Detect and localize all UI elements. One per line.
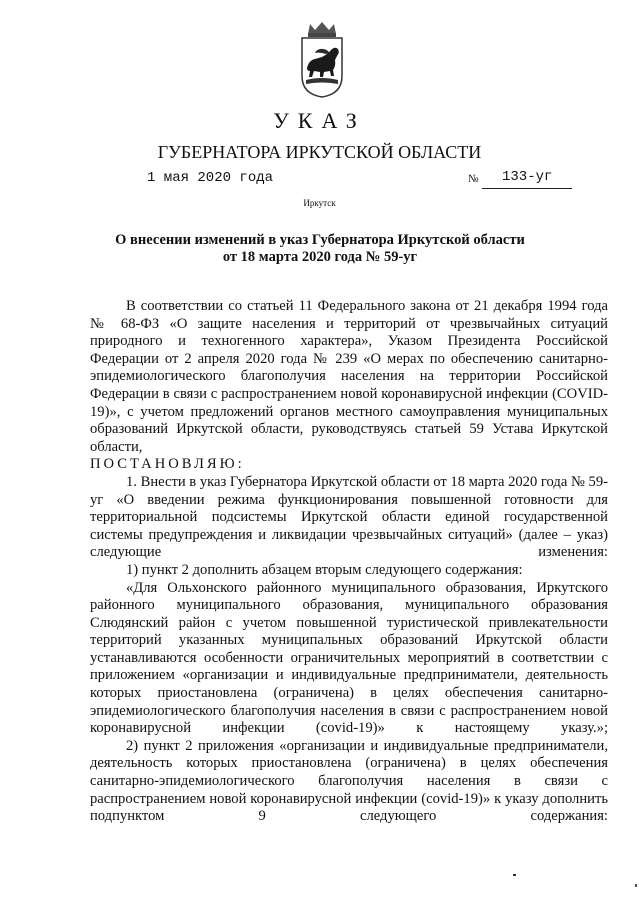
decree-number: 133-уг bbox=[502, 169, 553, 185]
subitem-2-paragraph: 2) пункт 2 приложения «организации и индивидуальные предприниматели, деятельность которых приостановлена (ограничена) в целях обеспечения санитарно-эпидемиологического благополучия населения в связи с распространением новой коронавирусной инфекции (covid-19)» к указу дополнить подпунктом 9 следующего содержания: bbox=[90, 737, 608, 825]
heading-line-1: О внесении изменений в указ Губернатора Иркутской области bbox=[115, 232, 525, 248]
number-underline bbox=[482, 188, 572, 189]
decree-date: 1 мая 2020 года bbox=[147, 170, 274, 186]
decree-word: ПОСТАНОВЛЯЮ: bbox=[90, 456, 245, 473]
scan-speck bbox=[513, 874, 516, 876]
preamble-paragraph: В соответствии со статьей 11 Федерального закона от 21 декабря 1994 года № 68-ФЗ «О защите населения и территорий от чрезвычайных ситуаций природного и техногенного характера», Указом Президента Российской Федерации от 2 апреля 2020 года № 239 «О мерах по обеспечению санитарно-эпидемиологического благополучия населения на территории Российской Федерации в связи с распространением новой коронавирусной инфекции (COVID-19)», с учетом предложений органов местного самоуправления муниципальных образований Иркутской области, руководствуясь статьей 59 Устава Иркутской области, bbox=[90, 298, 608, 455]
scan-speck bbox=[635, 884, 637, 887]
heading-line-2: от 18 марта 2020 года № 59-уг bbox=[222, 249, 418, 265]
document-subtitle: ГУБЕРНАТОРА ИРКУТСКОЙ ОБЛАСТИ bbox=[157, 142, 482, 162]
decree-heading bbox=[90, 232, 550, 266]
subitem-1-paragraph: 1) пункт 2 дополнить абзацем вторым следующего содержания: bbox=[126, 561, 523, 578]
item-1-paragraph: 1. Внести в указ Губернатора Иркутской области от 18 марта 2020 года № 59-уг «О введении режима функционирования повышенной готовности для территориальной подсистемы Иркутской области единой государственной системы предупреждения и ликвидации чрезвычайных ситуаций» (далее – указ) следующие изменения: bbox=[90, 473, 608, 561]
irkutsk-coat-of-arms-icon bbox=[300, 20, 344, 98]
number-sign: № bbox=[468, 173, 479, 185]
quoted-paragraph-1: «Для Ольхонского районного муниципального образования, Иркутского районного муниципального образования, муниципального образования Слюдянский район с учетом повышенной туристической привлекательности территорий указанных муниципальных образований Иркутской области устанавливаются особенности ограничительных мероприятий в соответствии с приложением «организации и индивидуальные предприниматели, деятельность которых приостановлена (ограничена) в целях обеспечения санитарно-эпидемиологического благополучия населения в связи с распространением новой коронавирусной инфекции (covid-19)» к настоящему указу.»; bbox=[90, 579, 608, 737]
decree-body bbox=[90, 298, 608, 826]
city-name: Иркутск bbox=[303, 198, 336, 208]
document-title: УКАЗ bbox=[273, 108, 366, 133]
decree-number-block bbox=[468, 168, 572, 190]
